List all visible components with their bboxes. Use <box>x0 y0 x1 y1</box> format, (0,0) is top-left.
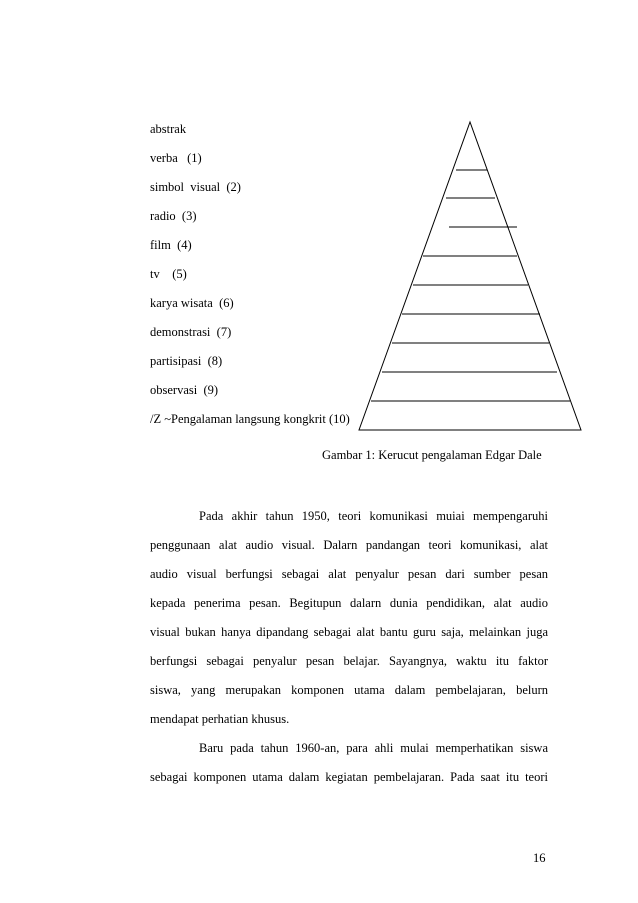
cone-label-simbol-visual: simbol visual (2) <box>150 180 241 194</box>
figure-caption: Gambar 1: Kerucut pengalaman Edgar Dale <box>322 448 542 462</box>
cone-label-verba: verba (1) <box>150 151 202 165</box>
cone-label-film: film (4) <box>150 238 192 252</box>
paragraph-1-line: kepada penerima pesan. Begitupun dalarn dunia pendidikan, alat audio <box>150 596 548 610</box>
paragraph-1-line: mendapat perhatian khusus. <box>150 712 290 726</box>
cone-label-karya-wisata: karya wisata (6) <box>150 296 234 310</box>
cone-label-observasi: observasi (9) <box>150 383 219 397</box>
paragraph-2-line: sebagai komponen utama dalam kegiatan pembelajaran. Pada saat itu teori <box>150 770 548 784</box>
cone-triangle <box>359 122 581 430</box>
paragraph-1-line: siswa, yang merupakan komponen utama dalam pembelajaran, belurn <box>150 683 548 697</box>
paragraph-1-line: Pada akhir tahun 1950, teori komunikasi muiai mempengaruhi <box>199 509 548 523</box>
cone-label-abstrak: abstrak <box>150 122 187 136</box>
paragraph-1-line: penggunaan alat audio visual. Dalarn pandangan teori komunikasi, alat <box>150 538 548 552</box>
paragraph-2-line: Baru pada tahun 1960-an, para ahli mulai memperhatikan siswa <box>199 741 548 755</box>
cone-label-pengalaman-langsung: /Z ~Pengalaman langsung kongkrit (10) <box>150 412 350 426</box>
paragraph-1-line: berfungsi sebagai penyalur pesan belajar. Sayangnya, waktu itu faktor <box>150 654 548 668</box>
paragraph-1-line: visual bukan hanya dipandang sebagai alat bantu guru saja, melainkan juga <box>150 625 548 639</box>
cone-label-demonstrasi: demonstrasi (7) <box>150 325 232 339</box>
paragraph-1-line: audio visual berfungsi sebagai alat penyalur pesan dari sumber pesan <box>150 567 548 581</box>
page-number: 16 <box>533 851 546 865</box>
cone-label-tv: tv (5) <box>150 267 187 281</box>
cone-label-partisipasi: partisipasi (8) <box>150 354 223 368</box>
cone-label-radio: radio (3) <box>150 209 197 223</box>
